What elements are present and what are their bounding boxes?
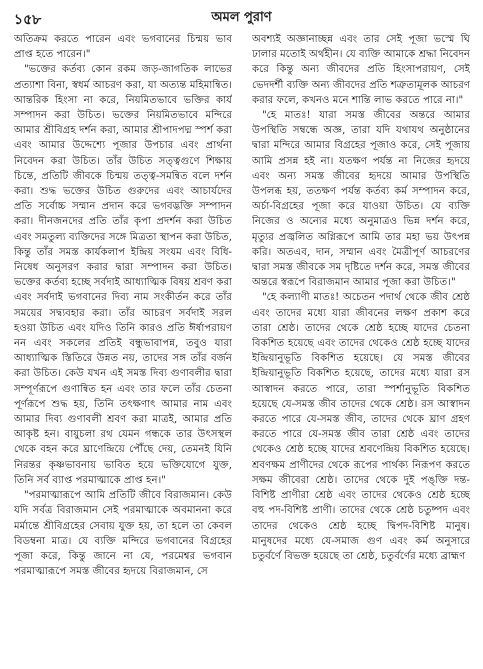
page-number: ১৫৮ <box>14 12 42 28</box>
paragraph: অবশ্যই অজ্ঞানাচ্ছন্ন এবং তার সেই পূজা ভস্মে ঘি ঢালার মতোই অর্থহীন। যে ব্যক্তি আমাকে শ্রদ্ধা নিবেদন করে কিন্তু অন্য জীবদের প্রতি হিংসাপরায়ণ, সেই ভেদদর্শী ব্যক্তি অন্য জীবদের প্রতি শত্রুতামূলক আচরণ করার ফলে, কখনও মনে শান্তি লাভ করতে পারে না।" <box>252 34 470 106</box>
paragraph: "ভক্তের কর্তব্য কোন রকম জড়-জাগতিক লাভের প্রত্যাশা বিনা, স্বধর্ম আচরণ করা, যা অত্যন্ত মহিমান্বিত। আন্তরিক হিংসা না করে, নিয়মিতভাবে ভক্তির কার্য সম্পাদন করা উচিত। ভক্তের নিয়মিতভাবে মন্দিরে আমার শ্রীবিগ্রহ দর্শন করা, আমার শ্রীপাদপদ্ম স্পর্শ করা এবং আমার উদ্দেশ্যে পূজার উপচার এবং প্রার্থনা নিবেদন করা উচিত। তাঁর উচিত সত্ত্বগুণে শিক্ষায় চিন্তে, প্রতিটি জীবকে চিন্ময় তত্ত্ব-সমন্বিত বলে দর্শন করা। শুদ্ধ ভক্তের উচিত গুরুদের এবং আচার্যদের প্রতি সর্বোচ্চ সম্মান প্রদান করে ভগবদ্ভক্তি সম্পাদন করা। দীনজনদের প্রতি তাঁর কৃপা প্রদর্শন করা উচিত এবং সমতুল্য ব্যক্তিদের সঙ্গে মিত্রতা স্থাপন করা উচিত, কিন্তু তাঁর সমস্ত কার্যকলাপ ইন্দ্রিয় সংযম এবং বিধি-নিষেধ অনুসরণ করার দ্বারা সম্পাদন করা উচিত। ভক্তের কর্তব্য হচ্ছে সর্বদাই আধ্যাত্মিক বিষয় শ্রবণ করা এবং সর্বদাই ভগবানের দিব্য নাম সংকীর্তন করে তাঁর সময়ের সদ্ব্যবহার করা। তাঁর আচরণ সর্বদাই সরল হওয়া উচিত এবং যদিও তিনি কারও প্রতি ঈর্ষাপরায়ণ নন এবং সকলের প্রতিই বন্ধুভাবাপন্ন, তবুও যারা আধ্যাত্মিক স্তিতিরে উন্নত নয়, তাদের সঙ্গ তাঁর বর্জন করা উচিত। কেউ যখন এই সমস্ত দিব্য গুণাবলীর দ্বারা সম্পূর্ণরূপে গুণান্বিত হন এবং তার ফলে তাঁর চেতনা পূর্ণরূপে শুদ্ধ হয়, তিনি তৎক্ষণাৎ আমার নাম এবং আমার দিব্য গুণাবলী শ্রবণ করা মাত্রই, আমার প্রতি আকৃষ্ট হন। বায়ুচলা রথ যেমন গন্ধকে তার উৎসস্থল থেকে বহন করে ঘ্রাণেন্দ্রিয়ে পৌঁছে দেয়, তেমনই যিনি নিরন্তর কৃষ্ণভাবনায় ভাবিত হয়ে ভক্তিযোগে যুক্ত, তিনি সর্ব ব্যাপ্ত পরমাত্মাকে প্রাপ্ত হন।" <box>14 64 232 486</box>
paragraph: "হে মাতঃ! যারা সমস্ত জীবের অন্তরে আমার উপস্থিতি সম্বন্ধে অজ্ঞ, তারা যদি যথাযথ অনুষ্ঠানের দ্বারা মন্দিরে আমার বিগ্রহের পূজাও করে, সেই পূজায় আমি প্রসন্ন হই না। যতক্ষণ পর্যন্ত না নিজের হৃদয়ে এবং অন্য সমস্ত জীবের হৃদয়ে আমার উপস্থিতি উপলব্ধ হয়, ততক্ষণ পর্যন্ত কর্তব্য কর্ম সম্পাদন করে, অর্চা-বিগ্রহের পূজা করে যাওয়া উচিত। যে ব্যক্তি নিজের ও অন্যের মধ্যে অনুমাত্রও ভিন্ন দর্শন করে, মৃত্যুর প্রজ্বলিত অগ্নিরূপে আমি তার মহা ভয় উৎপন্ন করি। অতএব, দান, সম্মান এবং মৈত্রীপূর্ণ আচরণের দ্বারা সমস্ত জীবকে সম দৃষ্টিতে দর্শন করে, সমস্ত জীবের অন্তরে স্বরূপে বিরাজমান আমার পূজা করা উচিত।" <box>252 110 470 289</box>
paragraph: "পরমাত্মারূপে আমি প্রতিটি জীবে বিরাজমান। কেউ যদি সর্বত্র বিরাজমান সেই পরমাত্মাকে অবমাননা করে মর্মান্তে শ্রীবিগ্রহের সেবায় যুক্ত হয়, তা হলে তা কেবল বিডম্বনা মাত্র। যে ব্যক্তি মন্দিরে ভগবানের বিগ্রহের পূজা করে, কিন্তু জানে না যে, পরমেশ্বর ভগবান পরমাত্মারূপে সমস্ত জীবের হৃদয়ে বিরাজমান, সে <box>14 490 232 578</box>
running-title: অমল পুরাণ <box>211 10 272 25</box>
left-column <box>14 32 232 662</box>
paragraph: "হে কল্যাণী মাতঃ! অচেতন পদার্থ থেকে জীব শ্রেষ্ঠ এবং তাদের মধ্যে যারা জীবনের লক্ষণ প্রকাশ করে তারা শ্রেষ্ঠ। তাদের থেকে শ্রেষ্ঠ হচ্ছে যাদের চেতনা বিকশিত হয়েছে এবং তাদের থেকেও শ্রেষ্ঠ হচ্ছে যাদের ইন্দ্রিয়ানুভূতি বিকশিত হয়েছে। যে সমস্ত জীবের ইন্দ্রিয়ানুভূতি বিকশিত হয়েছে, তাদের মধ্যে যারা রস আস্বাদন করতে পারে, তারা স্পর্শানুভূতি বিকশিত হয়েছে যে-সমস্ত জীব তাদের থেকে শ্রেষ্ঠ। রস আস্বাদন করতে পারে যে-সমস্ত জীব, তাদের থেকে ঘ্রাণ গ্রহণ করতে পারে যে-সমস্ত জীব তারা শ্রেষ্ঠ এবং তাদের থেকেও শ্রেষ্ঠ হচ্ছে যাদের শ্রবণেন্দ্রিয় বিকশিত হয়েছে। শ্রবণক্ষম প্রাণীদের থেকে রূপের পার্থক্য নিরূপণ করতে সক্ষম জীবেরা শ্রেষ্ঠ। তাদের থেকে দুই পঙ্‌ক্তি দন্ত-বিশিষ্ট প্রাণীরা শ্রেষ্ঠ এবং তাদের থেকেও শ্রেষ্ঠ হচ্ছে বহু পদ-বিশিষ্ট প্রাণী। তাদের থেকে শ্রেষ্ঠ চতুষ্পদ এবং তাদের থেকেও শ্রেষ্ঠ হচ্ছে দ্বিপদ-বিশিষ্ট মানুষ। মানুষদের মধ্যে যে-সমাজ গুণ এবং কর্ম অনুসারে চতুর্বর্ণে বিভক্ত হয়েছে তা শ্রেষ্ঠ, চতুর্বর্ণের মধ্যে ব্রাহ্মণ <box>252 292 470 562</box>
paragraph: অতিক্রম করতে পারেন এবং ভগবানের চিন্ময় ভাব প্রাপ্ত হতে পারেন।" <box>14 34 232 61</box>
page-header <box>0 6 483 28</box>
right-column <box>252 32 470 662</box>
